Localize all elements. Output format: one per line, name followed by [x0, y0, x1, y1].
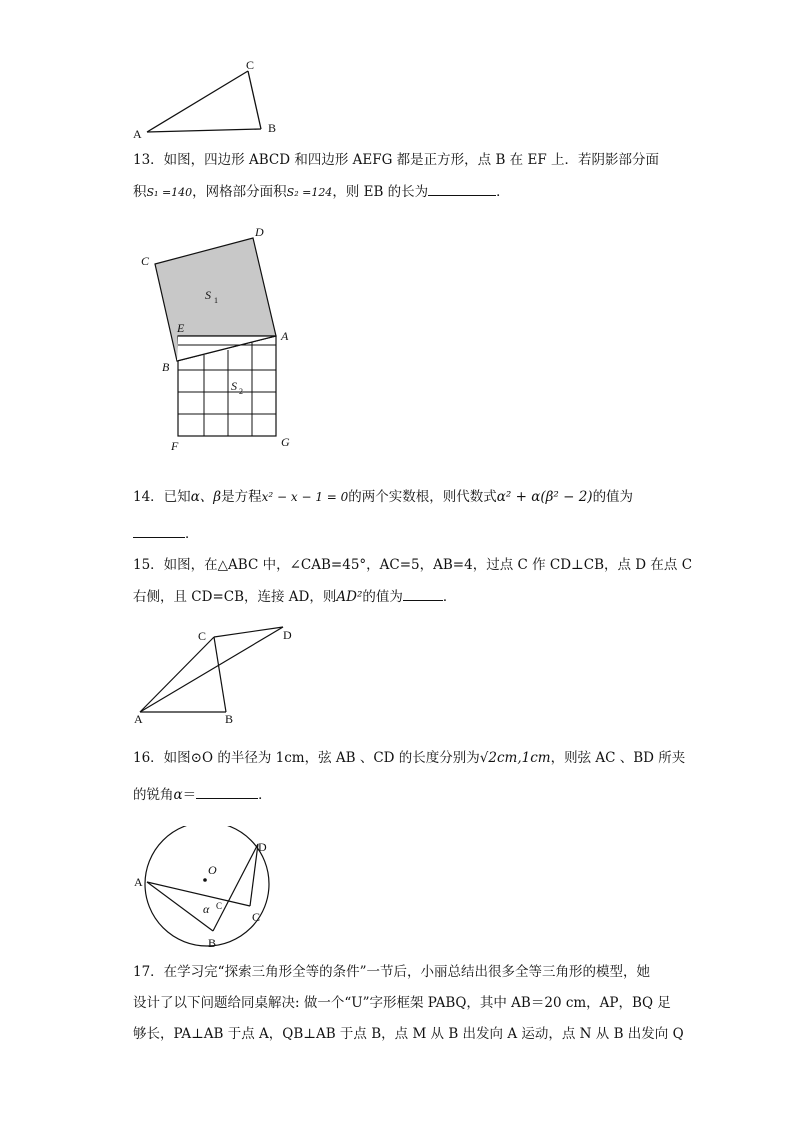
label-B: B	[162, 360, 170, 374]
label-F: F	[171, 439, 179, 453]
q13-answer-blank[interactable]	[428, 181, 496, 196]
label-alpha: α	[203, 902, 210, 916]
q14-line1: 14．已知α、β是方程x² − x − 1 = 0的两个实数根，则代数式α² + α(β² − 2)的值为	[133, 489, 634, 505]
q16-line1: 16．如图⊙O 的半径为 1cm，弦 AB 、CD 的长度分别为√2cm,1cm，则弦 AC 、BD 所夹	[133, 750, 686, 766]
q17-line1: 17．在学习完“探索三角形全等的条件”一节后，小丽总结出很多全等三角形的模型，她	[133, 964, 650, 980]
label-B: B	[268, 121, 277, 135]
label-O: O	[208, 863, 217, 877]
q12-triangle-figure	[125, 58, 285, 140]
q13-s1: S₁ =140	[146, 186, 193, 199]
q16-answer-blank[interactable]	[196, 784, 258, 799]
label-G: G	[281, 435, 290, 449]
q16-lengths: √2cm,1cm	[479, 750, 551, 766]
label-S1: S	[205, 288, 211, 302]
q13-line1: 13．如图，四边形 ABCD 和四边形 AEFG 都是正方形，点 B 在 EF 上．若阴影部分面	[133, 152, 659, 168]
q17-line3: 够长，PA⊥AB 于点 A，QB⊥AB 于点 B，点 M 从 B 出发向 A 运动，点 N 从 B 出发向 Q	[133, 1026, 684, 1042]
label-S1-sub: 1	[214, 296, 218, 305]
label-A: A	[134, 875, 143, 889]
label-A: A	[281, 329, 289, 343]
label-small-c: C	[216, 901, 223, 911]
q13-line2: 积S₁ =140，网格部分面积S₂ =124，则 EB 的长为 ．	[133, 181, 510, 203]
label-D: D	[255, 225, 264, 239]
q15-ad2: AD²	[336, 589, 363, 605]
label-A: A	[133, 127, 142, 140]
q14-equation: x² − x − 1 = 0	[261, 490, 349, 504]
q13-squares-figure	[135, 222, 305, 457]
q14-expression: α² + α(β² − 2)	[496, 489, 593, 505]
q14-alpha-beta: α、β	[190, 489, 222, 505]
q14-line2: ．	[133, 523, 199, 544]
q13-s2: S₂ =124	[286, 186, 333, 199]
label-C: C	[246, 58, 255, 72]
label-B: B	[208, 936, 217, 950]
q15-answer-blank[interactable]	[403, 586, 443, 601]
label-C: C	[198, 629, 207, 643]
label-D: D	[283, 628, 292, 642]
label-A: A	[134, 712, 143, 726]
label-B: B	[225, 712, 234, 726]
q16-alpha: α	[173, 787, 183, 803]
label-D: D	[258, 840, 267, 854]
label-E: E	[177, 321, 185, 335]
q15-line1: 15．如图，在△ABC 中，∠CAB=45°，AC=5，AB=4，过点 C 作 CD⊥CB，点 D 在点 C	[133, 557, 693, 573]
q16-line2: 的锐角α＝ ．	[133, 784, 272, 805]
q14-answer-blank[interactable]	[133, 523, 185, 538]
q15-line2: 右侧，且 CD=CB，连接 AD，则AD²的值为 ．	[133, 586, 456, 607]
q16-circle-figure	[128, 826, 278, 954]
label-S2-sub: 2	[239, 387, 243, 396]
label-C: C	[141, 254, 150, 268]
q15-triangle-figure	[128, 622, 308, 726]
label-C: C	[252, 910, 261, 924]
label-S2: S	[231, 379, 237, 393]
q17-line2: 设计了以下问题给同桌解决: 做一个“U”字形框架 PABQ，其中 AB＝20 cm，AP，BQ 足	[133, 995, 671, 1011]
